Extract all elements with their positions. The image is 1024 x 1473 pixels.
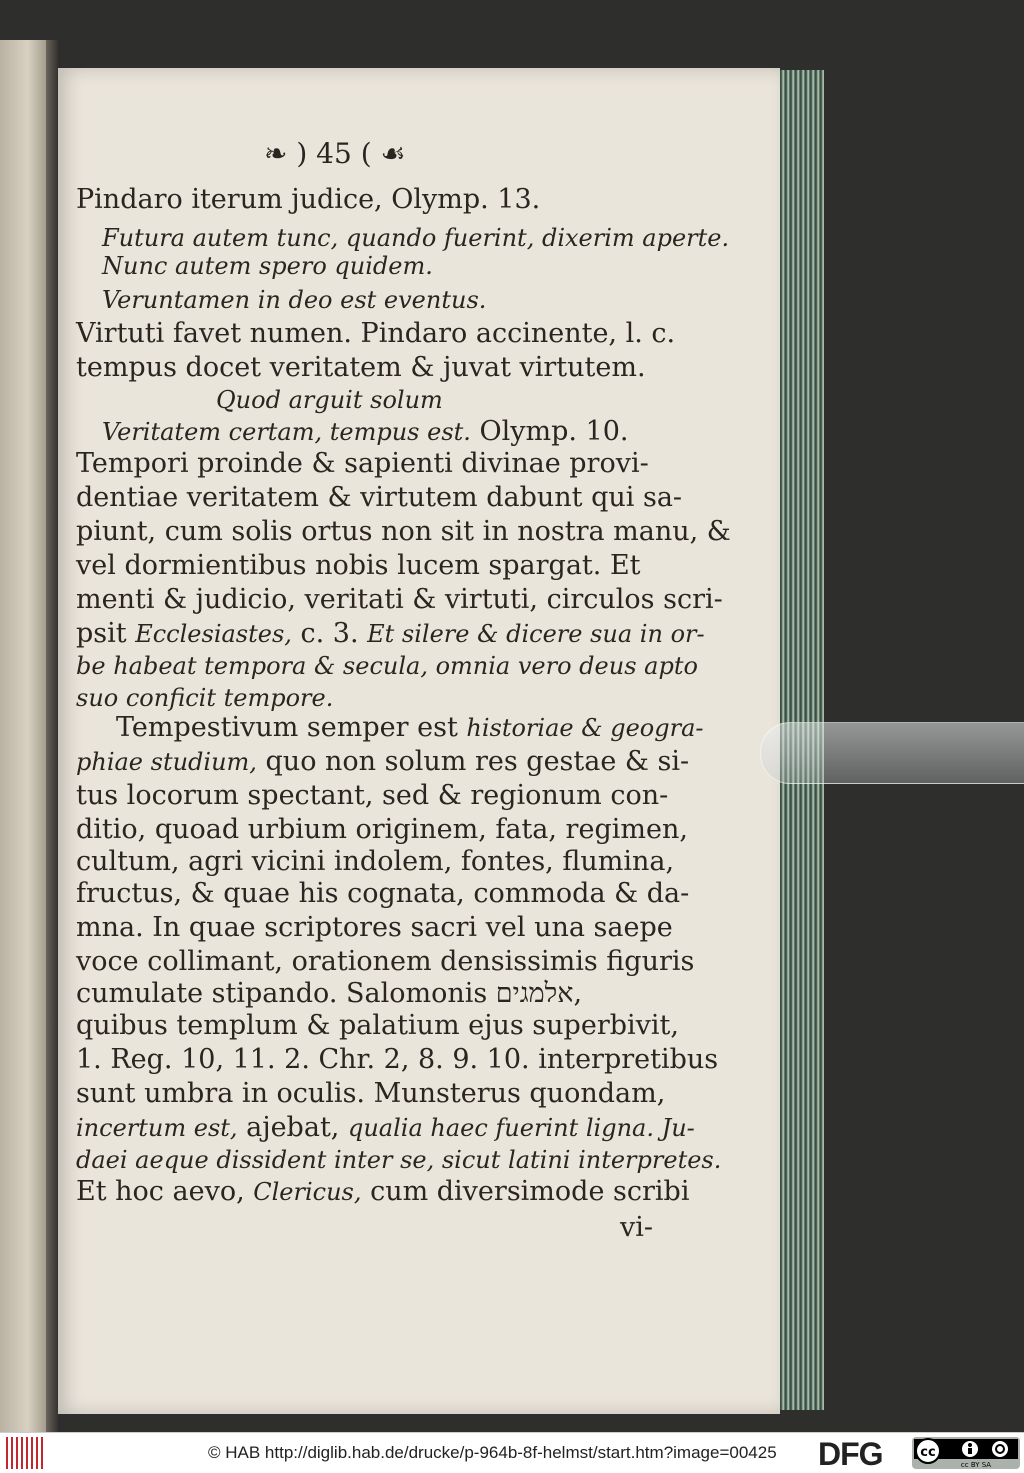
italic-segment: qualia haec fuerint ligna. Ju- (347, 1114, 695, 1142)
roman-segment: c. 3. (291, 618, 368, 649)
text-line (216, 386, 443, 413)
italic-segment: daei aeque dissident inter se, sicut latini interpretes. (76, 1146, 722, 1174)
text-line (76, 1080, 665, 1107)
text-line (76, 880, 689, 907)
text-line (76, 1114, 695, 1141)
italic-segment: Futura autem tunc, quando fuerint, dixerim aperte. (102, 224, 730, 252)
dfg-logo: DFG (818, 1436, 883, 1472)
roman-segment: mna. In quae scriptores sacri vel una saepe (76, 912, 673, 943)
roman-segment: piunt, cum solis ortus non sit in nostra manu, & (76, 516, 731, 547)
roman-segment: fructus, & quae his cognata, commoda & da- (76, 878, 690, 909)
roman-segment: Olymp. 10. (470, 416, 629, 447)
roman-segment: sunt umbra in oculis. Munsterus quondam, (76, 1078, 666, 1109)
italic-segment: phiae studium, (76, 748, 257, 776)
text-line (76, 914, 673, 941)
text-line (76, 484, 682, 511)
roman-segment: quibus templum & palatium ejus superbivit, (76, 1010, 679, 1041)
roman-segment: cultum, agri vicini indolem, fontes, flumina, (76, 846, 675, 877)
text-line (76, 748, 689, 775)
text-line (76, 1146, 721, 1173)
roman-segment: psit (76, 618, 136, 649)
text-line (76, 552, 641, 579)
roman-segment: menti & judicio, veritati & virtuti, circulos scri- (76, 584, 723, 615)
roman-segment: 1. Reg. 10, 11. 2. Chr. 2, 8. 9. 10. interpretibus (76, 1044, 719, 1075)
roman-segment: Tempestivum semper est (116, 712, 467, 743)
roman-segment: ajebat, (237, 1112, 348, 1143)
copyright-link[interactable]: © HAB http://diglib.hab.de/drucke/p-964b-8f-helmst/start.htm?image=00425 (208, 1443, 777, 1462)
roman-segment: Virtuti favet numen. Pindaro accinente, l. c. (76, 318, 676, 349)
italic-segment: Ecclesiastes, (135, 620, 292, 648)
text-line (76, 450, 649, 477)
text-line (76, 320, 675, 347)
roman-segment: quo non solum res gestae & si- (256, 746, 690, 777)
license-text: cc BY SA (960, 1461, 992, 1469)
roman-segment: voce collimant, orationem densissimis figuris (76, 946, 695, 977)
text-line (76, 518, 731, 545)
text-line (76, 620, 705, 647)
italic-segment: Nunc autem spero quidem. (102, 252, 433, 280)
text-line (116, 714, 703, 741)
barcode-icon (6, 1437, 46, 1469)
italic-segment: Veritatem certam, tempus est. (102, 418, 471, 446)
text-line (76, 1046, 718, 1073)
roman-segment: Pindaro iterum judice, Olymp. 13. (76, 184, 541, 215)
text-line (76, 848, 674, 875)
roman-segment: Et hoc aevo, (76, 1176, 254, 1207)
roman-segment: vel dormientibus nobis lucem spargat. Et (76, 550, 641, 581)
text-line (102, 418, 629, 445)
roman-segment: Tempori proinde & sapienti divinae provi- (76, 448, 649, 479)
italic-segment: Veruntamen in deo est eventus. (102, 286, 487, 314)
italic-segment: incertum est, (76, 1114, 238, 1142)
text-line (76, 948, 694, 975)
text-line (76, 354, 646, 381)
text-line (76, 816, 688, 843)
roman-segment: tus locorum spectant, sed & regionum con- (76, 780, 669, 811)
viewer-footer (0, 1432, 1024, 1473)
text-line (76, 980, 582, 1007)
sa-icon (992, 1441, 1008, 1457)
page-header: ❧ ) 45 ( ☙ (264, 137, 406, 170)
text-line (76, 652, 698, 679)
italic-segment: Quod arguit solum (216, 386, 443, 414)
text-line (102, 224, 729, 251)
italic-segment: suo conficit tempore. (76, 684, 334, 712)
roman-segment: ditio, quoad urbium originem, fata, regimen, (76, 814, 688, 845)
italic-segment: historiae & geogra- (466, 714, 704, 742)
italic-segment: be habeat tempora & secula, omnia vero deus apto (76, 652, 698, 680)
roman-segment: cum diversimode scribi (361, 1176, 690, 1207)
catchword: vi- (620, 1212, 654, 1243)
text-line (76, 684, 333, 711)
text-line (102, 286, 486, 313)
text-line (76, 782, 668, 809)
italic-segment: Clericus, (253, 1178, 362, 1206)
text-line (76, 186, 540, 213)
roman-segment: tempus docet veritatem & juvat virtutem. (76, 352, 646, 383)
cc-license-badge[interactable] (912, 1437, 1020, 1469)
roman-segment: dentiae veritatem & virtutem dabunt qui sa- (76, 482, 683, 513)
text-line (76, 586, 723, 613)
text-line (102, 252, 433, 279)
italic-segment: Et silere & dicere sua in or- (367, 620, 705, 648)
roman-segment: cumulate stipando. Salomonis אלמגים, (76, 978, 583, 1009)
text-line (76, 1012, 679, 1039)
svg-text:cc: cc (920, 1445, 936, 1460)
text-line (76, 1178, 689, 1205)
